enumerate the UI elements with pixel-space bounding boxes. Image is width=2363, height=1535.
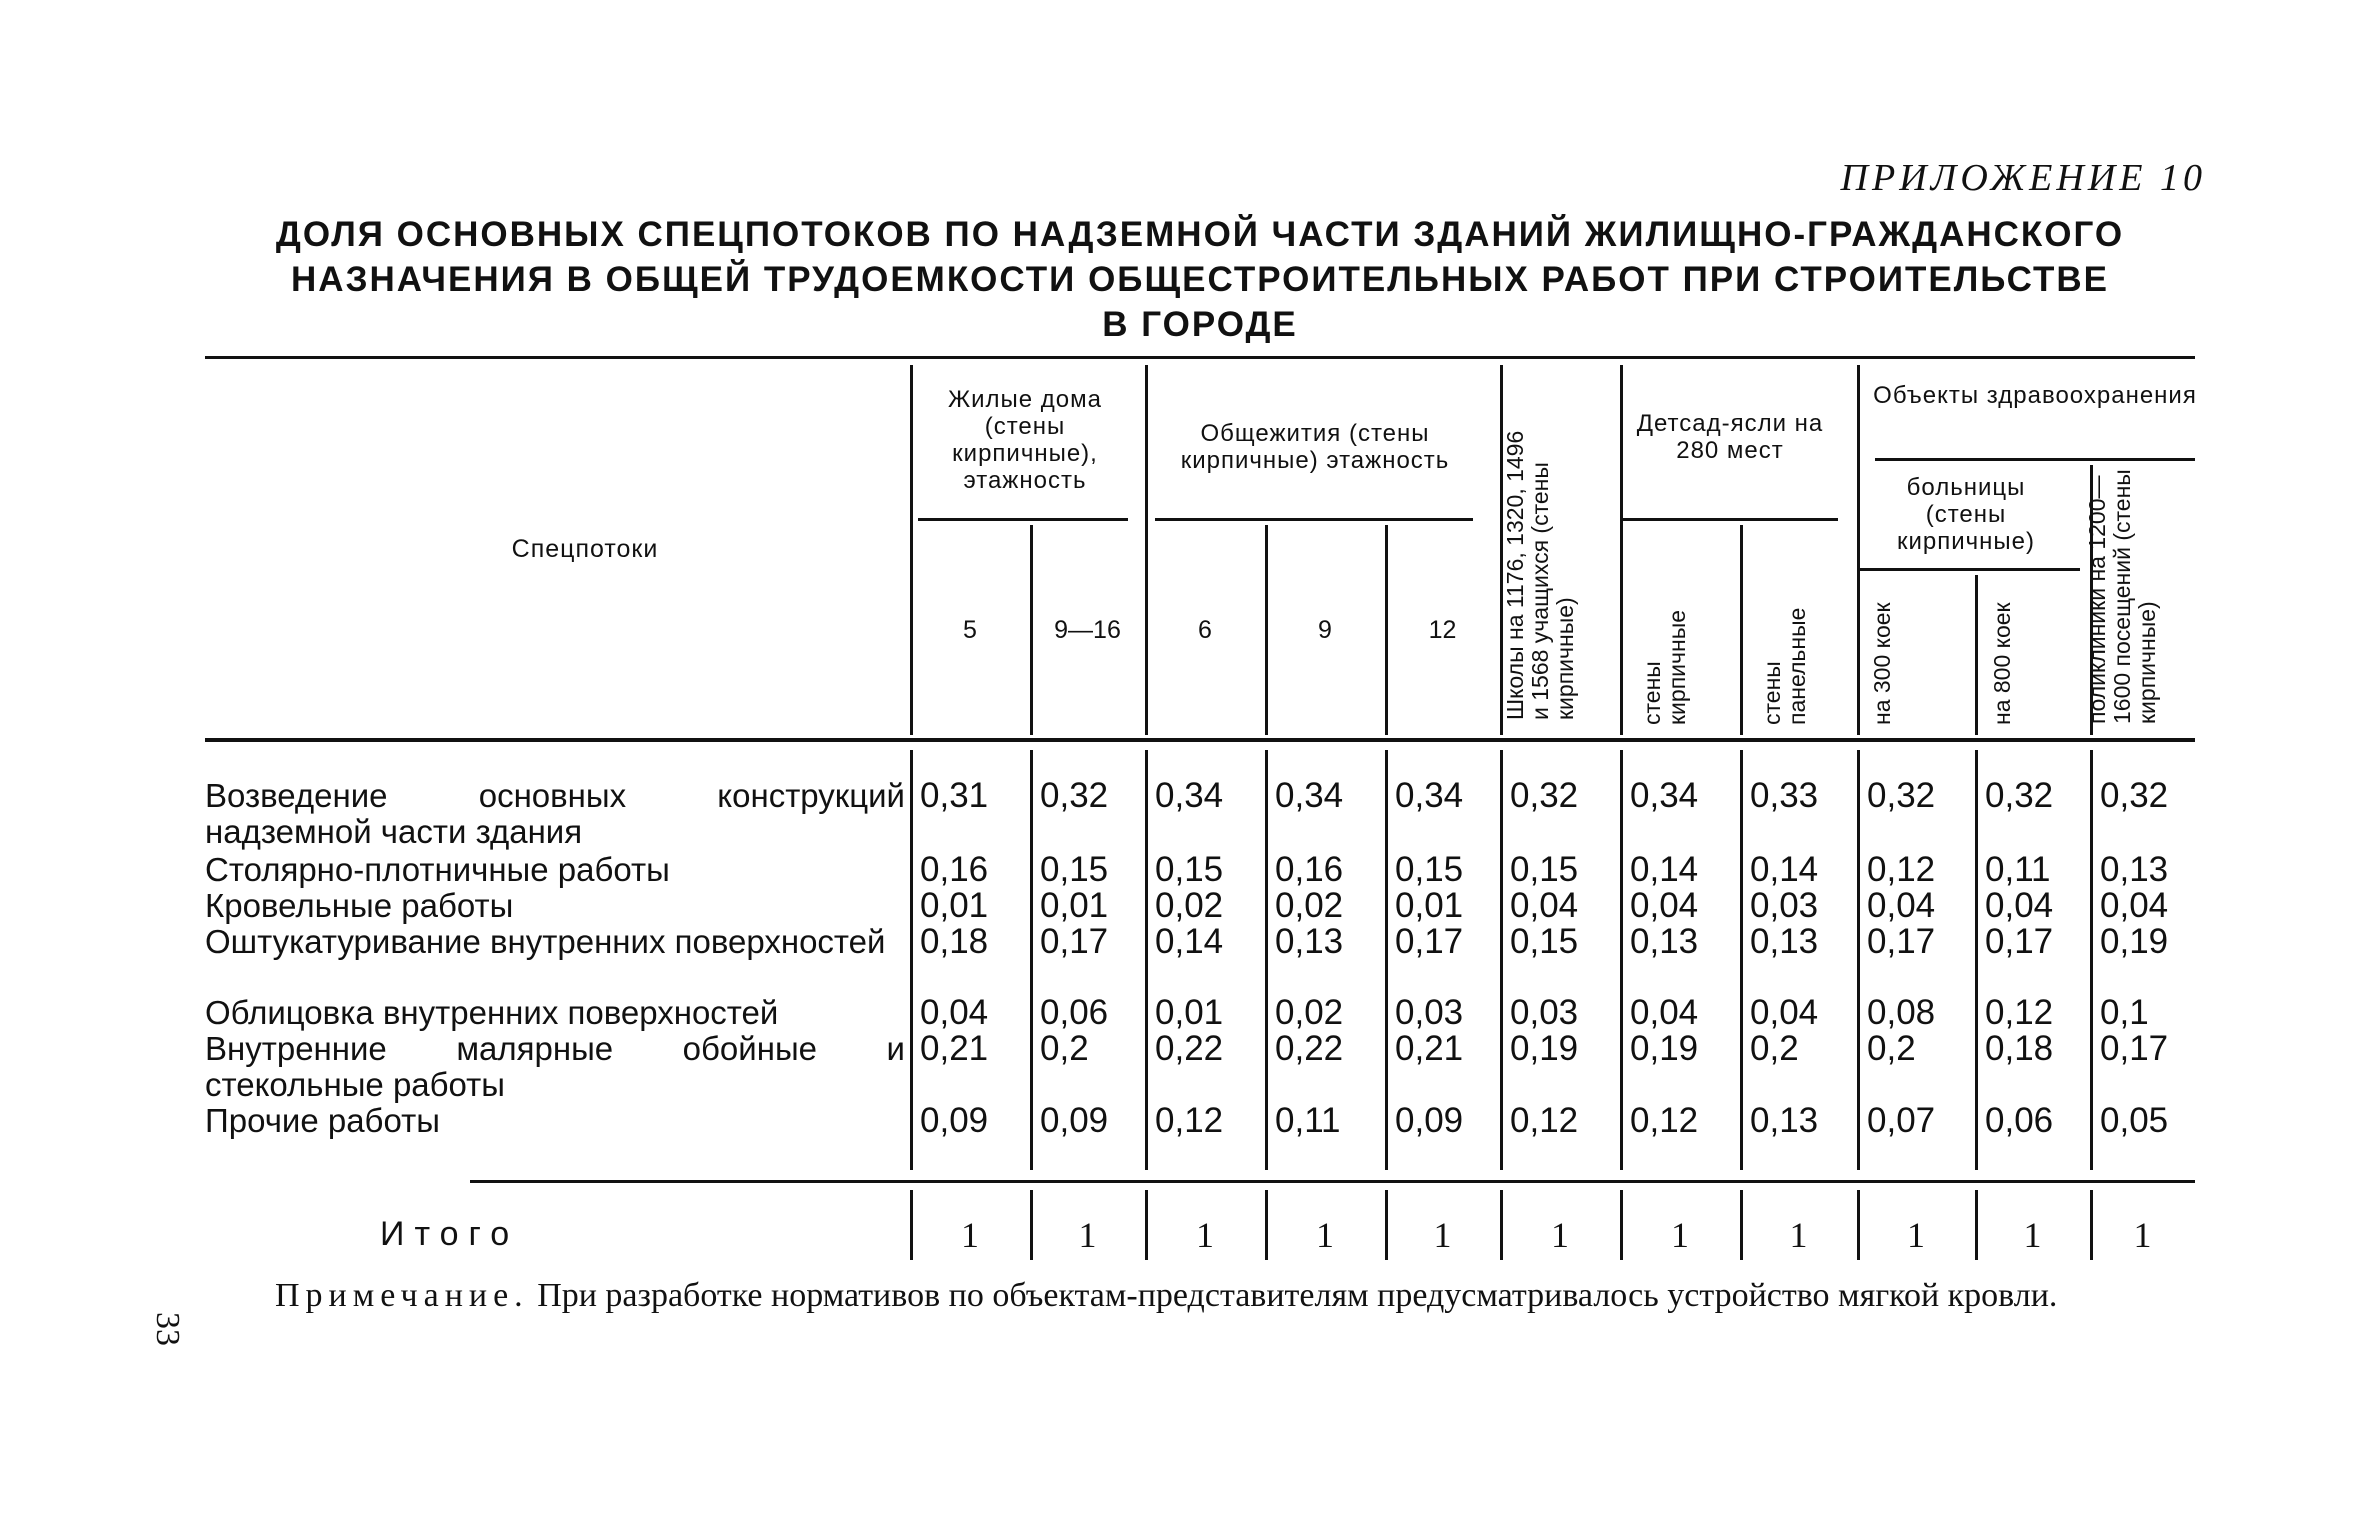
table-cell: 0,13	[1275, 922, 1344, 961]
body-column-divider	[1385, 750, 1388, 1170]
body-column-divider	[1500, 750, 1503, 1170]
table-cell: 0,02	[1275, 993, 1344, 1032]
kindergarten-subrule	[1622, 518, 1838, 521]
header-polyclinics: поликлиники на 1200—1600 посещений (стены кирпичные)	[2084, 469, 2160, 724]
header-hospitals: больницы (стены кирпичные)	[1896, 474, 2035, 555]
footnote	[205, 1275, 2197, 1317]
title-line-1: ДОЛЯ ОСНОВНЫХ СПЕЦПОТОКОВ ПО НАДЗЕМНОЙ ЧАСТИ ЗДАНИЙ ЖИЛИЩНО-ГРАЖДАНСКОГО	[275, 215, 2125, 254]
total-rule	[470, 1180, 2195, 1183]
table-cell: 0,16	[920, 850, 989, 889]
table-cell: 0,32	[2100, 776, 2169, 815]
floor-count-header: 9—16	[1054, 616, 1121, 644]
table-cell: 0,12	[1985, 993, 2054, 1032]
header-dorms: Общежития (стены кирпичные) этажность	[1180, 420, 1450, 474]
header-h300: на 300 коек	[1869, 602, 1895, 725]
table-cell: 0,32	[1510, 776, 1579, 815]
floor-count-header: 9	[1318, 616, 1332, 644]
table-cell: 0,32	[1040, 776, 1109, 815]
table-cell: 0,34	[1630, 776, 1699, 815]
table-cell: 0,02	[1275, 886, 1344, 925]
table-cell: 0,09	[1395, 1101, 1464, 1140]
health-subrule	[1875, 458, 2195, 461]
table-cell: 0,2	[1040, 1029, 1089, 1068]
table-cell: 0,05	[2100, 1101, 2169, 1140]
table-cell: 0,14	[1155, 922, 1224, 961]
total-cell: 1	[1433, 1215, 1452, 1255]
table-cell: 0,14	[1630, 850, 1699, 889]
body-column-divider	[1620, 750, 1623, 1170]
table-cell: 0,17	[1395, 922, 1464, 961]
table-cell: 0,02	[1155, 886, 1224, 925]
table-cell: 0,34	[1275, 776, 1344, 815]
header-column-divider	[1740, 525, 1743, 735]
table-cell: 0,09	[1040, 1101, 1109, 1140]
body-column-divider	[2090, 750, 2093, 1170]
table-cell: 0,15	[1040, 850, 1109, 889]
table-cell: 0,12	[1155, 1101, 1224, 1140]
table-cell: 0,12	[1630, 1101, 1699, 1140]
total-label: Итого	[380, 1215, 520, 1253]
table-cell: 0,22	[1275, 1029, 1344, 1068]
table-cell: 0,08	[1867, 993, 1936, 1032]
table-cell: 0,03	[1395, 993, 1464, 1032]
table-cell: 0,13	[1750, 922, 1819, 961]
table-cell: 0,06	[1040, 993, 1109, 1032]
document-title	[205, 212, 2195, 347]
header-bottom-rule	[205, 738, 2195, 742]
table-cell: 0,15	[1395, 850, 1464, 889]
floor-count-header: 6	[1198, 616, 1212, 644]
row-label: Кровельные работы	[205, 887, 514, 924]
table-cell: 0,32	[1985, 776, 2054, 815]
table-cell: 0,34	[1155, 776, 1224, 815]
header-health: Объекты здравоохранения	[1873, 382, 2197, 409]
table-cell: 0,19	[1630, 1029, 1699, 1068]
total-cell: 1	[2023, 1215, 2042, 1255]
table-cell: 0,12	[1510, 1101, 1579, 1140]
table-cell: 0,04	[1985, 886, 2054, 925]
table-top-rule	[205, 356, 2195, 359]
table-cell: 0,21	[1395, 1029, 1464, 1068]
header-column-divider	[1145, 365, 1148, 735]
table-cell: 0,1	[2100, 993, 2149, 1032]
header-kg-brick: стены кирпичные	[1639, 609, 1690, 725]
row-label: Возведение основных конструкций надземной части здания	[205, 777, 905, 850]
header-column-divider	[1620, 365, 1623, 735]
table-cell: 0,13	[2100, 850, 2169, 889]
table-cell: 0,11	[1275, 1101, 1341, 1140]
header-column-divider	[1857, 365, 1860, 735]
title-line-3: В ГОРОДЕ	[1102, 305, 1298, 344]
total-cell: 1	[1551, 1215, 1569, 1255]
header-column-divider	[1975, 575, 1978, 735]
body-column-divider	[910, 750, 913, 1170]
table-cell: 0,03	[1750, 886, 1819, 925]
table-cell: 0,17	[1985, 922, 2054, 961]
body-column-divider	[1030, 750, 1033, 1170]
body-column-divider	[1145, 750, 1148, 1170]
row-label: Столярно-плотничные работы	[205, 851, 670, 888]
body-column-divider	[1265, 750, 1268, 1170]
floor-count-header: 12	[1428, 616, 1457, 644]
body-column-divider	[1975, 750, 1978, 1170]
table-cell: 0,33	[1750, 776, 1819, 815]
table-cell: 0,15	[1510, 922, 1579, 961]
table-cell: 0,34	[1395, 776, 1464, 815]
table-cell: 0,04	[1867, 886, 1936, 925]
footnote-text: При разработке нормативов по объектам-представителям предусматривалось устройство мягкой кровли.	[537, 1277, 2058, 1314]
total-cell: 1	[1789, 1215, 1808, 1255]
total-cell: 1	[1907, 1215, 1925, 1255]
table-cell: 0,15	[1155, 850, 1224, 889]
table-cell: 0,18	[1985, 1029, 2054, 1068]
total-cell: 1	[1671, 1215, 1689, 1255]
row-label: Внутренние малярные обойные и стекольные работы	[205, 1030, 905, 1103]
header-kg-panel: стены панельные	[1759, 607, 1810, 725]
dorms-subrule	[1155, 518, 1473, 521]
header-residential: Жилые дома (стены кирпичные), этажность	[947, 386, 1103, 494]
total-cell: 1	[2133, 1215, 2152, 1255]
table-cell: 0,22	[1155, 1029, 1224, 1068]
body-column-divider	[1740, 750, 1743, 1170]
table-cell: 0,12	[1867, 850, 1936, 889]
row-label: Прочие работы	[205, 1102, 440, 1139]
table-cell: 0,16	[1275, 850, 1344, 889]
table-cell: 0,2	[1867, 1029, 1916, 1068]
hospitals-subrule	[1858, 568, 2080, 571]
table-cell: 0,06	[1985, 1101, 2054, 1140]
header-kindergarten: Детсад-ясли на 280 мест	[1636, 410, 1824, 464]
total-cell: 1	[1078, 1215, 1097, 1255]
header-specflows: Спецпотоки	[511, 535, 659, 563]
table-cell: 0,01	[920, 886, 989, 925]
total-cell: 1	[961, 1215, 979, 1255]
table-cell: 0,14	[1750, 850, 1819, 889]
table-cell: 0,32	[1867, 776, 1936, 815]
residential-subrule	[918, 518, 1128, 521]
table-cell: 0,2	[1750, 1029, 1799, 1068]
header-column-divider	[910, 365, 913, 735]
table-cell: 0,03	[1510, 993, 1579, 1032]
total-cell: 1	[1316, 1215, 1334, 1255]
table-cell: 0,13	[1750, 1101, 1819, 1140]
table-cell: 0,17	[1040, 922, 1109, 961]
header-schools: Школы на 1176, 1320, 1496 и 1568 учащихся (стены кирпичные)	[1502, 430, 1578, 720]
table-cell: 0,07	[1867, 1101, 1936, 1140]
table-cell: 0,01	[1155, 993, 1224, 1032]
footnote-lead: Примечание.	[275, 1277, 529, 1314]
table-cell: 0,04	[1630, 886, 1699, 925]
page-number: 33	[149, 1312, 186, 1346]
table-cell: 0,04	[1630, 993, 1699, 1032]
table-cell: 0,18	[920, 922, 989, 961]
floor-count-header: 5	[963, 616, 977, 644]
total-cell: 1	[1196, 1215, 1214, 1255]
table-cell: 0,04	[2100, 886, 2169, 925]
table-cell: 0,01	[1395, 886, 1464, 925]
table-cell: 0,31	[920, 776, 989, 815]
table-cell: 0,09	[920, 1101, 989, 1140]
table-cell: 0,15	[1510, 850, 1579, 889]
table-cell: 0,04	[1510, 886, 1579, 925]
appendix-label: ПРИЛОЖЕНИЕ 10	[1840, 157, 2206, 199]
table-cell: 0,01	[1040, 886, 1109, 925]
table-cell: 0,04	[1750, 993, 1819, 1032]
header-h800: на 800 коек	[1989, 602, 2015, 725]
body-column-divider	[1857, 750, 1860, 1170]
table-cell: 0,13	[1630, 922, 1699, 961]
table-cell: 0,19	[2100, 922, 2169, 961]
table-cell: 0,21	[920, 1029, 989, 1068]
table-cell: 0,17	[2100, 1029, 2169, 1068]
table-cell: 0,17	[1867, 922, 1936, 961]
table-cell: 0,19	[1510, 1029, 1579, 1068]
table-cell: 0,04	[920, 993, 989, 1032]
title-line-2: НАЗНАЧЕНИЯ В ОБЩЕЙ ТРУДОЕМКОСТИ ОБЩЕСТРОИТЕЛЬНЫХ РАБОТ ПРИ СТРОИТЕЛЬСТВЕ	[291, 260, 2109, 299]
row-label: Оштукатуривание внутренних поверхностей	[205, 923, 886, 960]
row-label: Облицовка внутренних поверхностей	[205, 994, 779, 1031]
table-cell: 0,11	[1985, 850, 2051, 889]
